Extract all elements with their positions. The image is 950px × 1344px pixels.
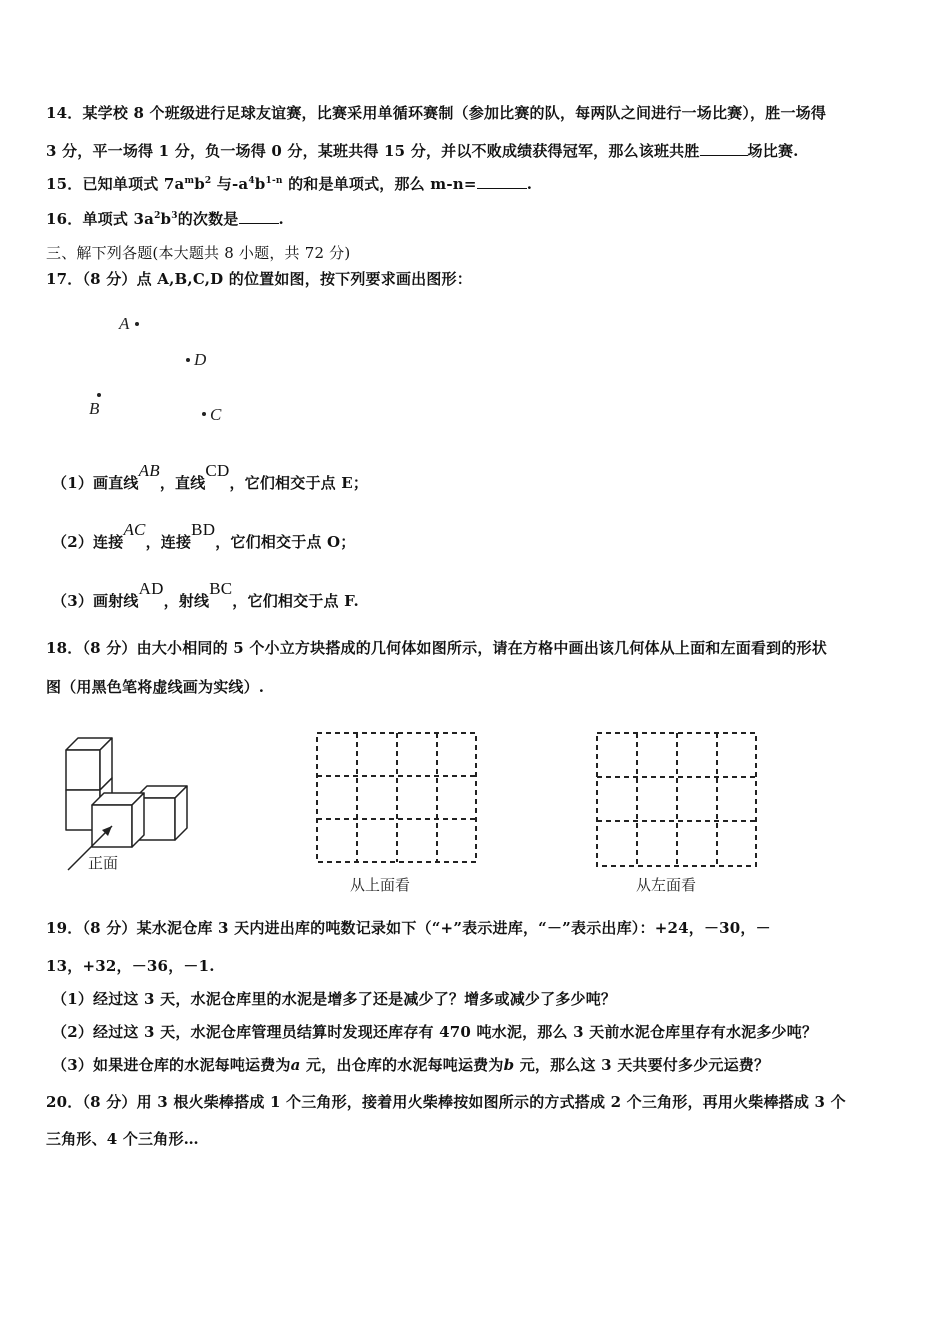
q18-line2: 图（用黑色笔将虚线画为实线）. (46, 678, 265, 696)
q16-prefix: 16．单项式 3a (46, 210, 155, 228)
q19-line2: 13，+32，－36，－1. (46, 957, 215, 975)
q14-line1: 14．某学校 8 个班级进行足球友谊赛，比赛采用单循环赛制（参加比赛的队，每两队之间进行一场比赛），胜一场得 (46, 104, 827, 122)
point-a-label: A (119, 314, 130, 333)
q17-p2-text-a: （2）连接 (52, 533, 124, 551)
q16-end: . (278, 210, 284, 228)
q15-exp-m: m (184, 176, 195, 186)
q17-p3-text-c: ，它们相交于点 F. (232, 592, 359, 610)
left-view-label: 从左面看 (636, 877, 697, 894)
q16-exp-3: 3 (171, 211, 178, 221)
q19-part1: （1）经过这 3 天，水泥仓库里的水泥是增多了还是减少了？增多或减少了多少吨？ (52, 990, 617, 1008)
point-c-dot (202, 412, 206, 416)
q17-part2 (52, 520, 356, 552)
q17-p3-bc: BC (209, 579, 233, 598)
q19-part3 (52, 1054, 769, 1075)
q17-p2-text-b: ，连接 (145, 533, 192, 551)
q17-p2-text-c: ，它们相交于点 O； (215, 533, 356, 551)
q17-p1-ab: AB (138, 461, 160, 480)
q15-b2: b (254, 175, 266, 193)
q19-part2: （2）经过这 3 天，水泥仓库管理员结算时发现还库存有 470 吨水泥，那么 3 天前水泥仓库里存有水泥多少吨？ (52, 1023, 818, 1041)
q17-p1-text-a: （1）画直线 (52, 474, 139, 492)
left-view-grid (594, 730, 760, 870)
q17-p3-ad: AD (138, 579, 164, 598)
q16-suffix: 的次数是 (177, 210, 239, 228)
q17-p1-text-c: ，它们相交于点 E； (229, 474, 369, 492)
q19-var-b: b (503, 1056, 515, 1074)
q14-line2 (46, 140, 799, 161)
top-view-grid (314, 730, 480, 866)
q17-part1 (52, 461, 369, 493)
q15-neg-a: 与-a (211, 175, 249, 193)
q17-p2-ac: AC (123, 520, 146, 539)
section-3-heading: 三、解下列各题(本大题共 8 小题，共 72 分) (46, 244, 351, 262)
q14-answer-blank (700, 141, 748, 156)
q16-answer-blank (239, 209, 279, 224)
q15-b: b (194, 175, 205, 193)
q18-line1: 18．（8 分）由大小相同的 5 个小立方块搭成的几何体如图所示，请在方格中画出该几何体从上面和左面看到的形状 (46, 639, 827, 657)
q14-line2-text: 3 分，平一场得 1 分，负一场得 0 分，某班共得 15 分，并以不败成绩获得冠军，那么该班共胜 (46, 142, 700, 160)
q17-p2-bd: BD (191, 520, 216, 539)
q17-p3-text-b: ，射线 (163, 592, 210, 610)
top-view-label: 从上面看 (350, 877, 411, 894)
q20-line1: 20．（8 分）用 3 根火柴棒搭成 1 个三角形，接着用火柴棒按如图所示的方式搭成 2 个三角形，再用火柴棒搭成 3 个 (46, 1093, 846, 1111)
point-b-label: B (89, 399, 100, 418)
q17-part3 (52, 579, 359, 611)
point-a-dot (135, 322, 139, 326)
q15-exp-2: 2 (204, 176, 212, 186)
front-label: 正面 (88, 855, 119, 872)
q16-line (46, 208, 284, 229)
q17-p1-cd: CD (205, 461, 230, 480)
q19-line1: 19．（8 分）某水泥仓库 3 天内进出库的吨数记录如下（“+”表示进库，“－”表示出库）：+24，－30，－ (46, 919, 771, 937)
q19-var-a: a (290, 1056, 301, 1074)
q17-stem: 17．（8 分）点 A,B,C,D 的位置如图，按下列要求画出图形： (46, 270, 472, 288)
q15-answer-blank (477, 174, 527, 189)
q15-suffix: 的和是单项式，那么 m-n= (282, 175, 477, 193)
point-c-label: C (210, 405, 222, 424)
point-b-dot (97, 393, 101, 397)
q19-p3-text-b: 元，出仓库的水泥每吨运费为 (300, 1056, 504, 1074)
q16-exp-2: 2 (154, 211, 161, 221)
q15-prefix: 15．已知单项式 7a (46, 175, 185, 193)
q16-b: b (160, 210, 172, 228)
q19-p3-text-c: 元，那么这 3 天共要付多少元运费？ (514, 1056, 770, 1074)
cube-solid-figure (40, 730, 200, 880)
q17-p3-text-a: （3）画射线 (52, 592, 139, 610)
point-d-label: D (194, 350, 207, 369)
q15-line (46, 173, 532, 194)
q17-p1-text-b: ，直线 (159, 474, 206, 492)
q15-end: . (526, 175, 533, 193)
q19-p3-text-a: （3）如果进仓库的水泥每吨运费为 (52, 1056, 291, 1074)
q20-line2: 三角形、4 个三角形… (46, 1130, 199, 1148)
point-d-dot (186, 358, 190, 362)
q15-exp-4: 4 (248, 176, 255, 186)
q14-line2-end: 场比赛. (747, 142, 799, 160)
q15-exp-1-n: 1-n (265, 176, 283, 186)
